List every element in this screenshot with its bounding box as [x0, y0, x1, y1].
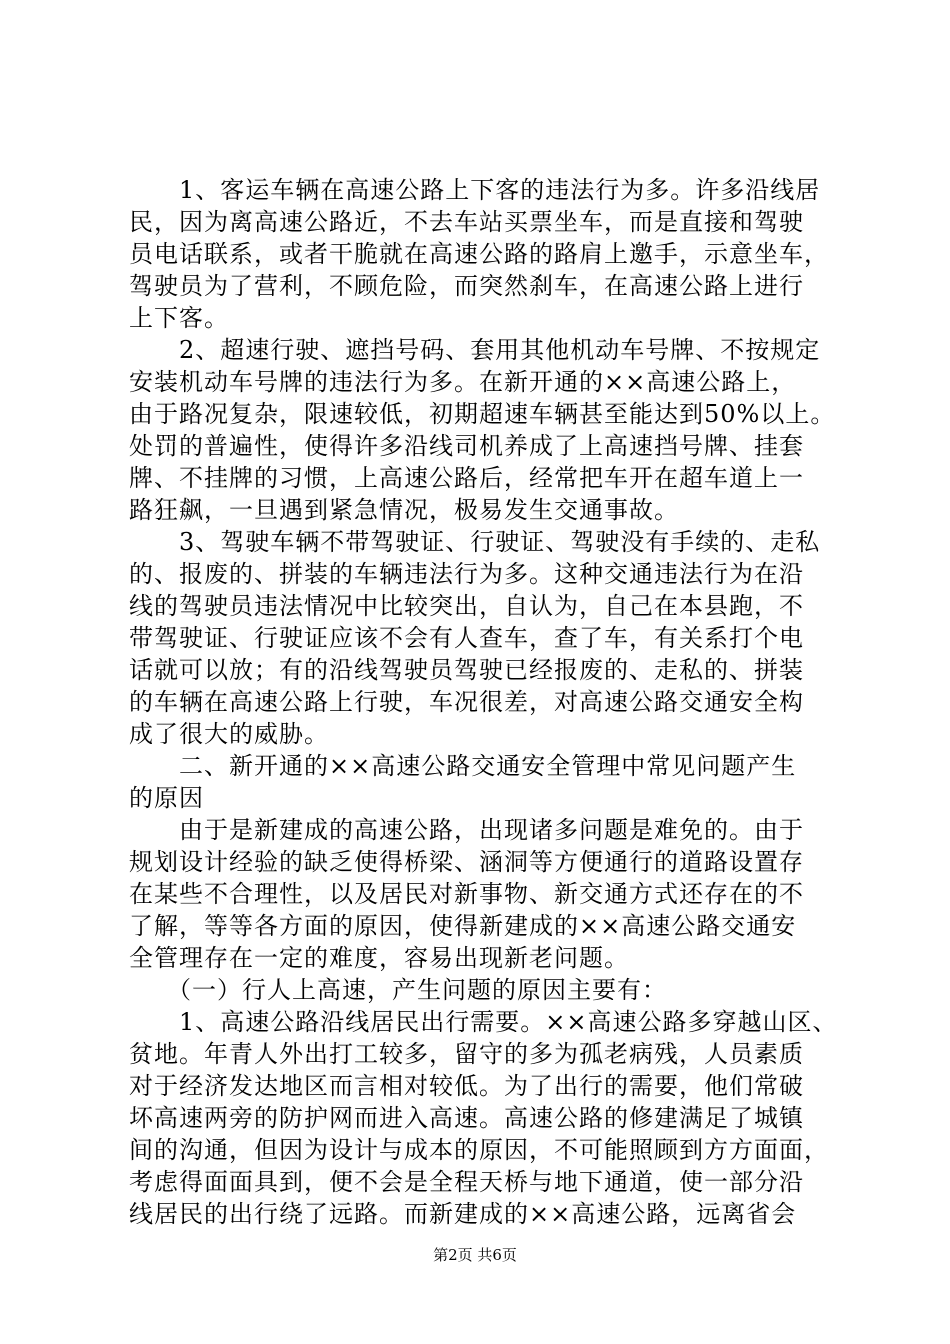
page-number-footer: 第2页 共6页 — [433, 1246, 517, 1264]
text-line: 成了很大的威胁。 — [129, 720, 329, 748]
section-heading: 的原因 — [129, 784, 204, 812]
text-line: 线居民的出行绕了远路。而新建成的××高速公路，远离省会 — [129, 1200, 797, 1228]
text-line: 考虑得面面具到，便不会是全程天桥与地下通道，使一部分沿 — [129, 1168, 804, 1196]
document-body — [129, 174, 841, 1230]
text-line: 驾驶员为了营利，不顾危险，而突然刹车，在高速公路上进行 — [129, 272, 804, 300]
text-line: 员电话联系，或者干脆就在高速公路的路肩上邀手，示意坐车， — [129, 240, 829, 268]
text-line: 话就可以放；有的沿线驾驶员驾驶已经报废的、走私的、拼装 — [129, 656, 804, 684]
text-line: 全管理存在一定的难度，容易出现新老问题。 — [129, 944, 629, 972]
text-line: 上下客。 — [129, 304, 229, 332]
text-line: 处罚的普遍性，使得许多沿线司机养成了上高速挡号牌、挂套 — [129, 432, 804, 460]
text-line: 线的驾驶员违法情况中比较突出，自认为，自己在本县跑，不 — [129, 592, 804, 620]
section-heading: 二、新开通的××高速公路交通安全管理中常见问题产生 — [129, 752, 797, 780]
text-line: 贫地。年青人外出打工较多，留守的多为孤老病残，人员素质 — [129, 1040, 804, 1068]
text-line: 由于是新建成的高速公路，出现诸多问题是难免的。由于 — [129, 816, 804, 844]
text-line: 由于路况复杂，限速较低，初期超速车辆甚至能达到50%以上。 — [129, 400, 836, 428]
text-line: 对于经济发达地区而言相对较低。为了出行的需要，他们常破 — [129, 1072, 804, 1100]
text-line: 牌、不挂牌的习惯，上高速公路后，经常把车开在超车道上一 — [129, 464, 804, 492]
text-line: 路狂飙，一旦遇到紧急情况，极易发生交通事故。 — [129, 496, 679, 524]
text-line: 安装机动车号牌的违法行为多。在新开通的××高速公路上， — [129, 368, 797, 396]
text-line: 1、客运车辆在高速公路上下客的违法行为多。许多沿线居 — [129, 176, 821, 204]
text-line: 1、高速公路沿线居民出行需要。××高速公路多穿越山区、 — [129, 1008, 838, 1036]
text-line: 的车辆在高速公路上行驶，车况很差，对高速公路交通安全构 — [129, 688, 804, 716]
text-line: 带驾驶证、行驶证应该不会有人查车，查了车，有关系打个电 — [129, 624, 804, 652]
subsection-heading: （一）行人上高速，产生问题的原因主要有： — [129, 976, 667, 1004]
text-line: 民，因为离高速公路近，不去车站买票坐车，而是直接和驾驶 — [129, 208, 804, 236]
text-line: 3、驾驶车辆不带驾驶证、行驶证、驾驶没有手续的、走私 — [129, 528, 821, 556]
text-line: 规划设计经验的缺乏使得桥梁、涵洞等方便通行的道路设置存 — [129, 848, 804, 876]
text-line: 2、超速行驶、遮挡号码、套用其他机动车号牌、不按规定 — [129, 336, 821, 364]
text-line: 在某些不合理性，以及居民对新事物、新交通方式还存在的不 — [129, 880, 804, 908]
text-line: 坏高速两旁的防护网而进入高速。高速公路的修建满足了城镇 — [129, 1104, 804, 1132]
text-line: 间的沟通，但因为设计与成本的原因，不可能照顾到方方面面， — [129, 1136, 829, 1164]
text-line: 了解，等等各方面的原因，使得新建成的××高速公路交通安 — [129, 912, 797, 940]
text-line: 的、报废的、拼装的车辆违法行为多。这种交通违法行为在沿 — [129, 560, 804, 588]
